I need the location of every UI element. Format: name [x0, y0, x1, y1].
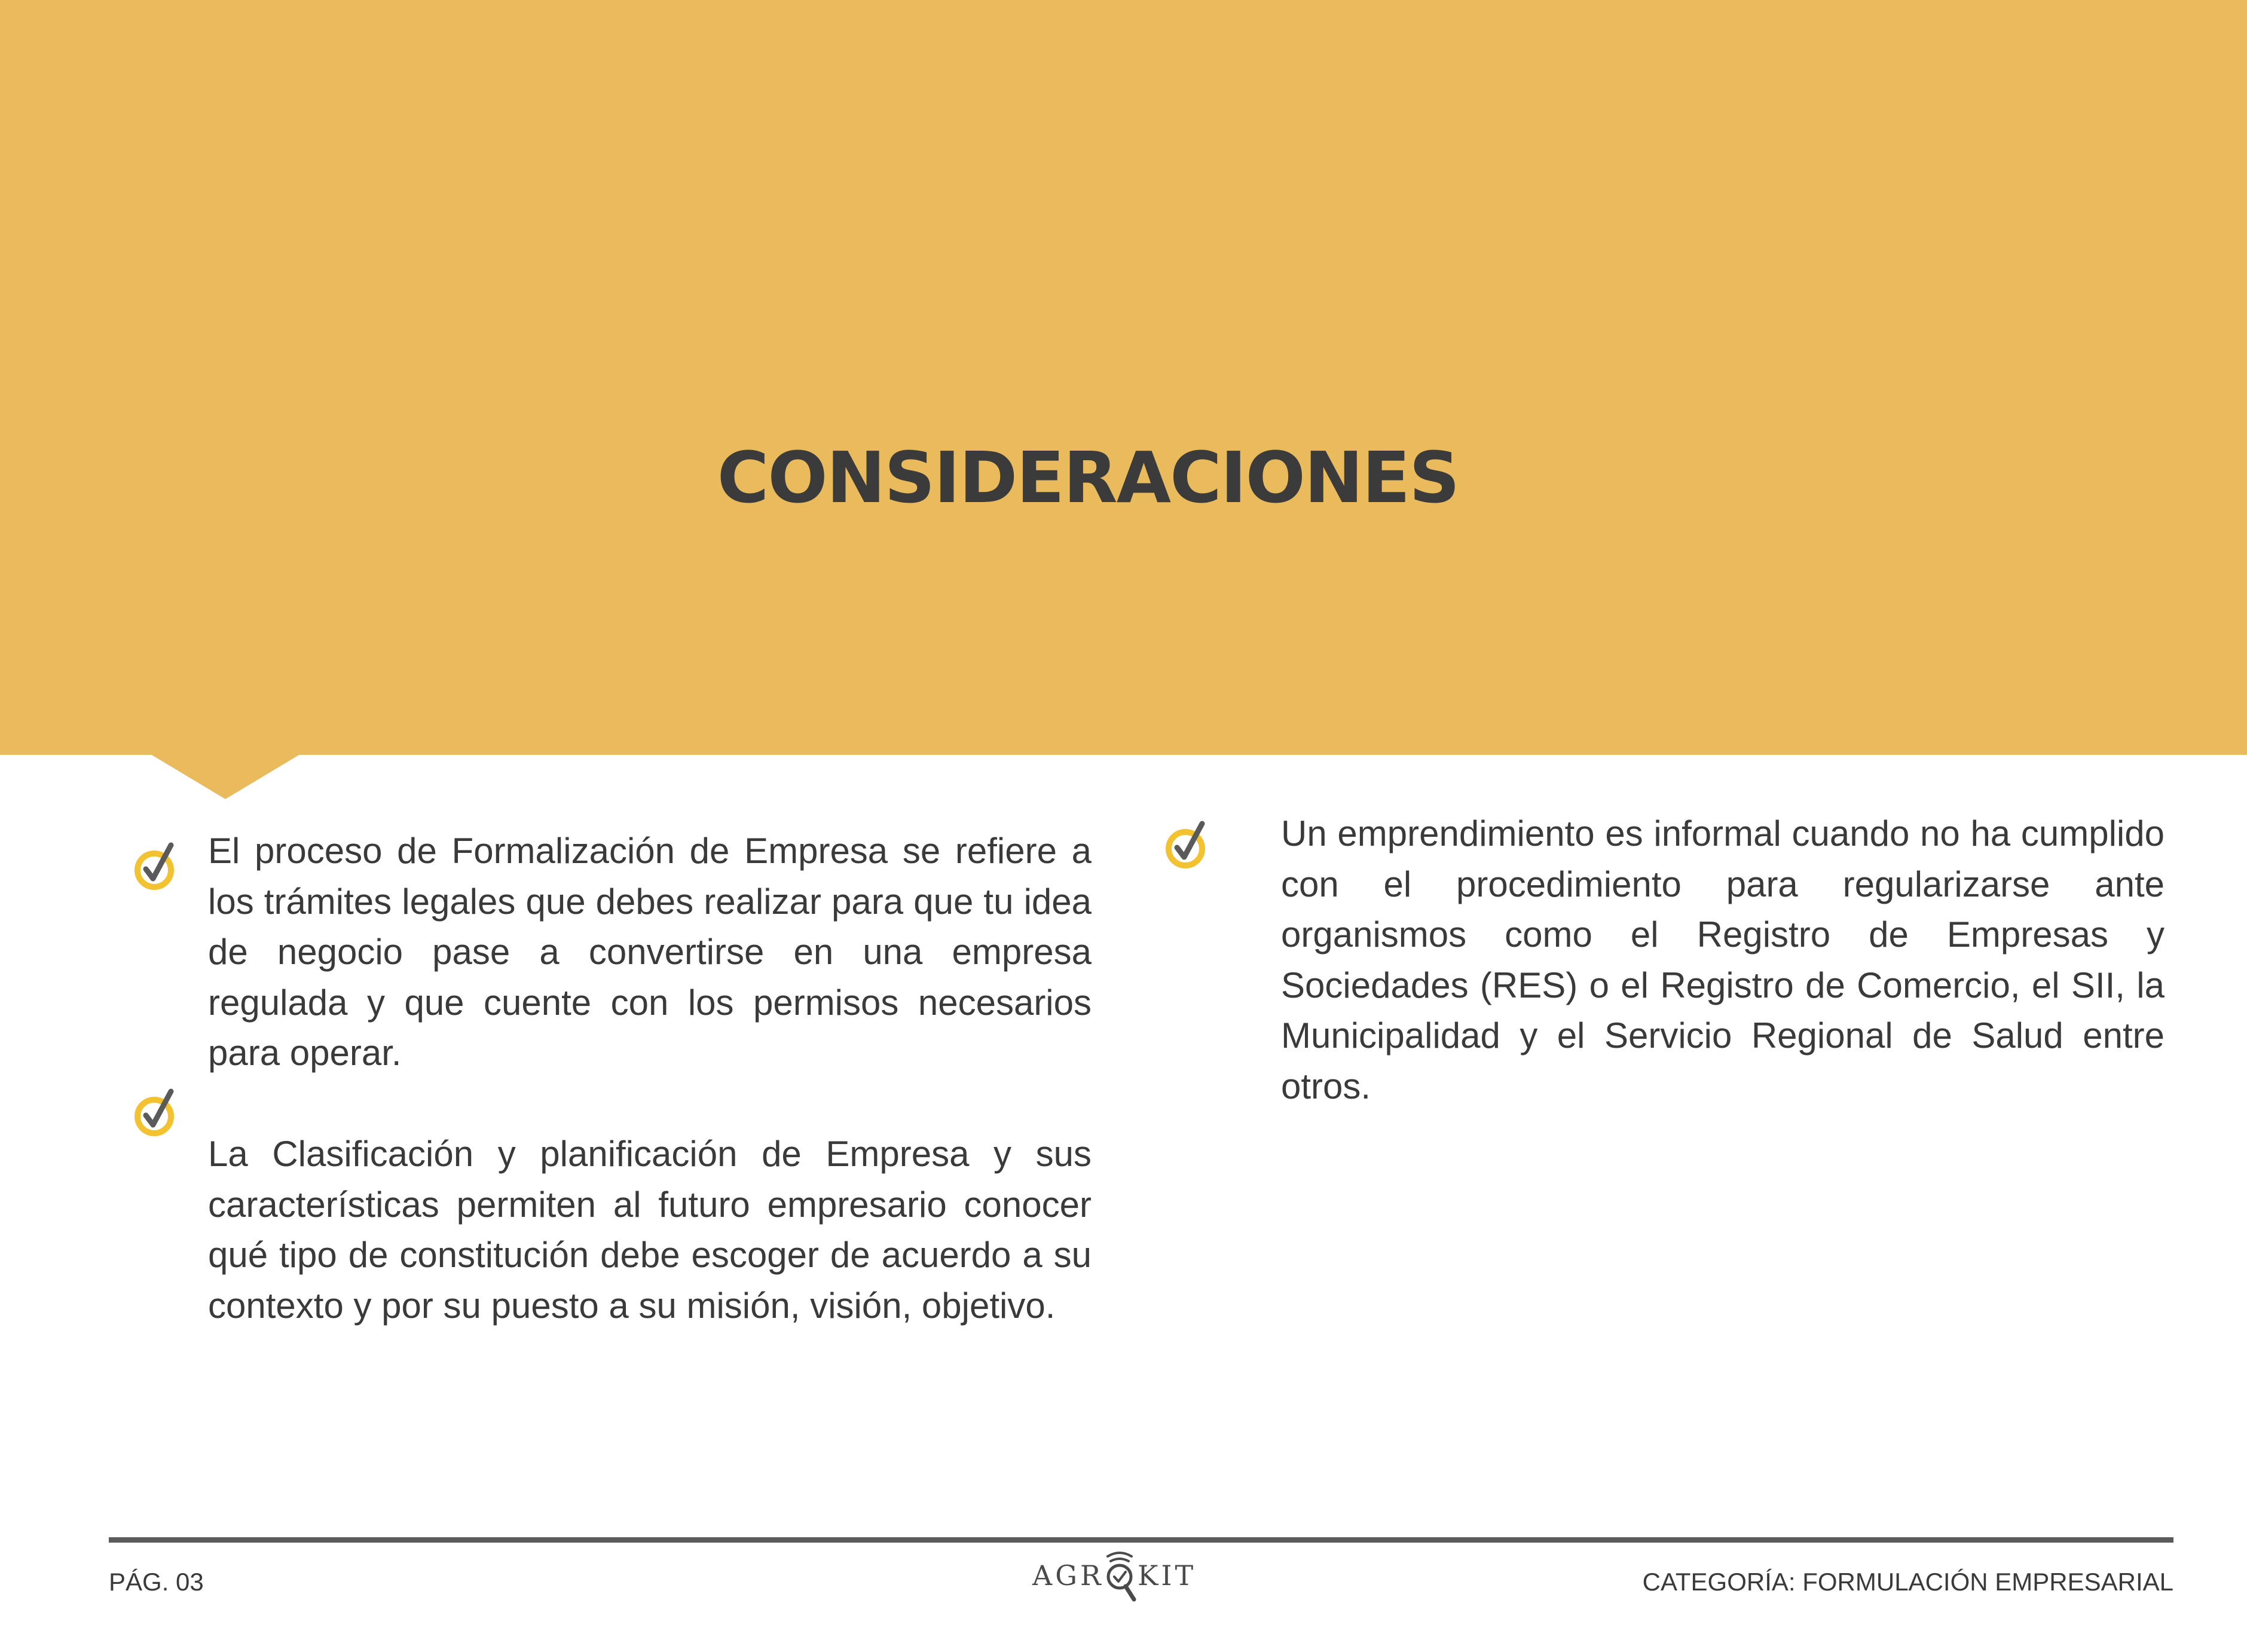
- check-circle-icon: [126, 837, 185, 897]
- footer-divider: [109, 1537, 2173, 1543]
- category-label: CATEGORÍA: FORMULACIÓN EMPRESARIAL: [1642, 1568, 2173, 1596]
- logo-text-right: KIT: [1138, 1559, 1197, 1592]
- check-circle-icon: [1157, 815, 1216, 875]
- header-band: [0, 0, 2247, 755]
- consideration-text-1: El proceso de Formalización de Empresa se refiere a los trámites legales que debes realizar para que tu idea de negocio pase a convertirse en una empresa regulada y que cuente con los permisos necesarios para operar.: [208, 831, 1092, 1073]
- check-circle-icon: [126, 1083, 185, 1143]
- logo-text-left: AGR: [1032, 1559, 1104, 1592]
- agrokit-logo: [1031, 1549, 1199, 1615]
- page-number: PÁG. 03: [109, 1568, 204, 1596]
- consideration-text-2: La Clasificación y planificación de Empresa y sus características permiten al futuro empresario conocer qué tipo de constitución debe escoger de acuerdo a su contexto y por su puesto a su misión, visión, objetivo.: [208, 1134, 1092, 1326]
- magnifier-check-icon: [1108, 1553, 1134, 1599]
- consideration-text-3: Un emprendimiento es informal cuando no ha cumplido con el procedimiento para regularizarse ante organismos como el Registro de Empresas y Sociedades (RES) o el Registro de Comercio, el SII, la Municipalidad y el Servicio Regional de Salud entre otros.: [1281, 813, 2165, 1106]
- header-notch: [151, 754, 300, 799]
- page-title: CONSIDERACIONES: [717, 436, 1459, 519]
